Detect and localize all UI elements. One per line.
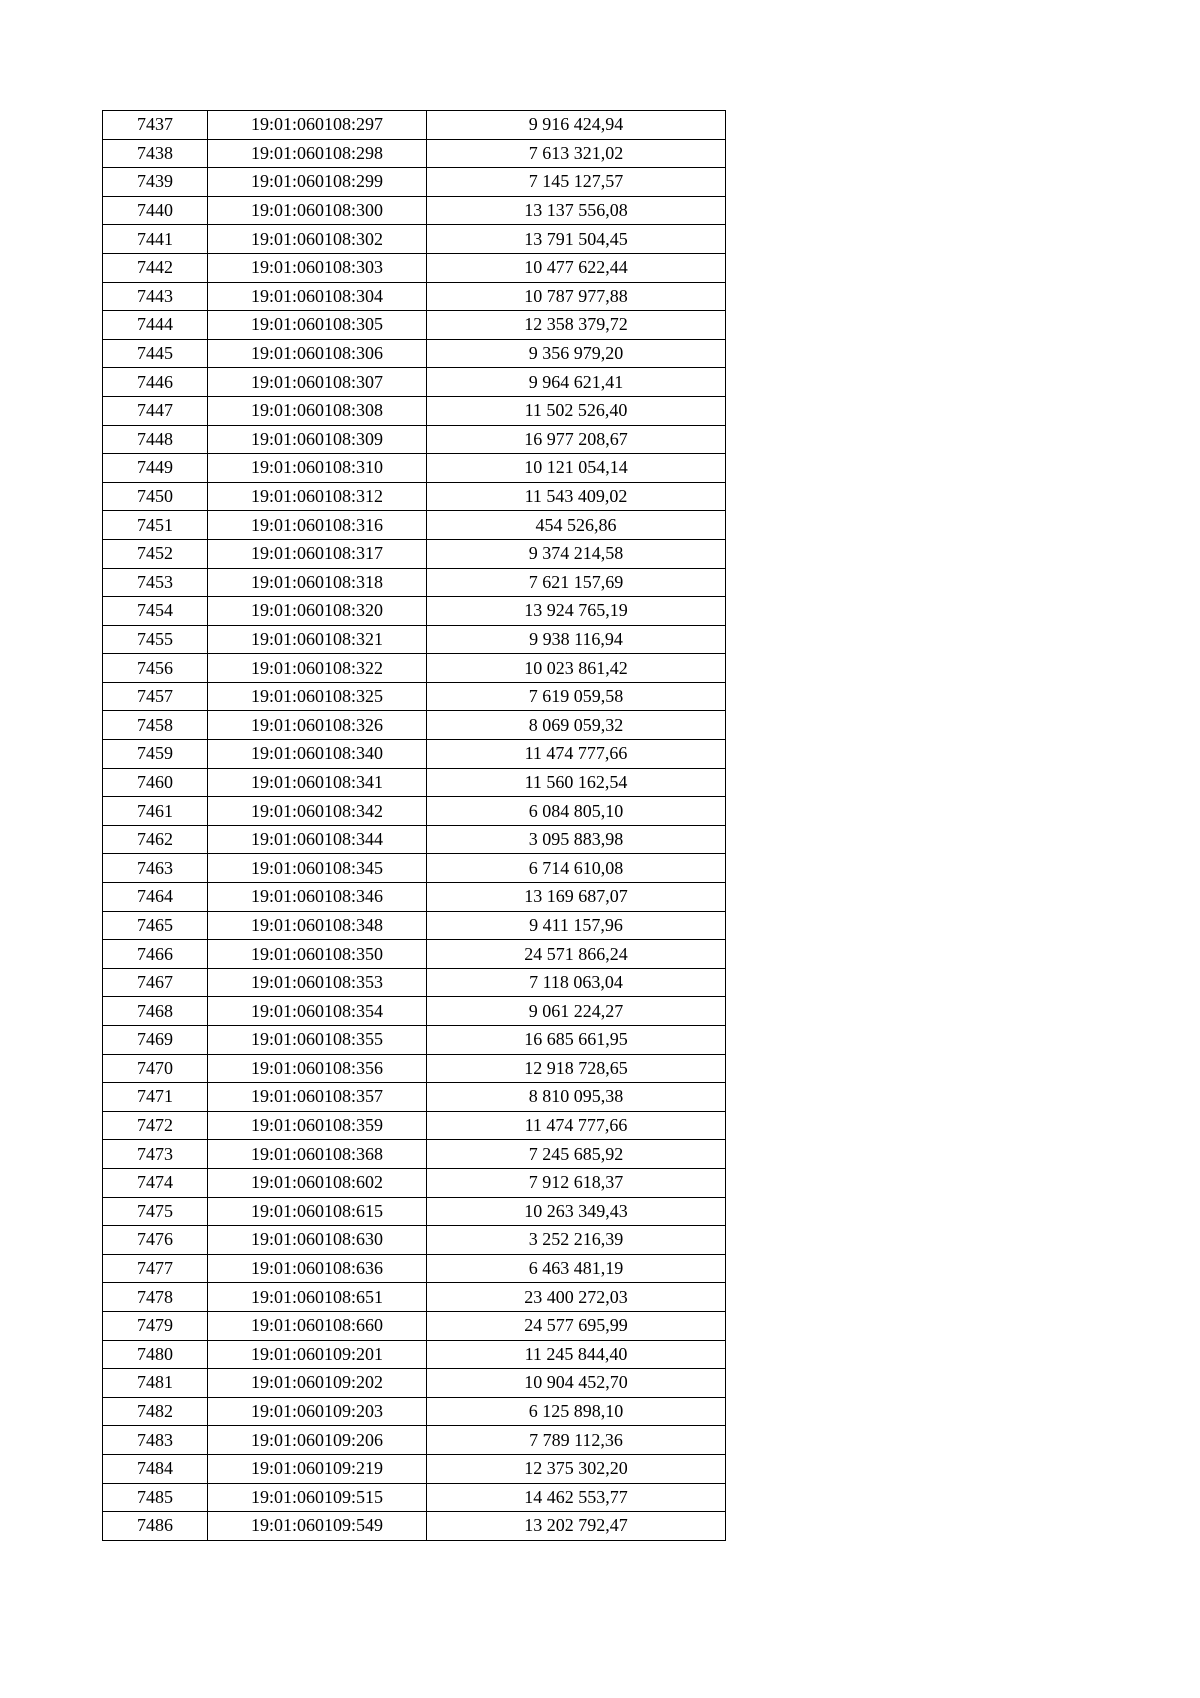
cadastral-number-cell: 19:01:060108:316 [208,511,427,540]
row-number-cell: 7478 [103,1283,208,1312]
row-number-cell: 7465 [103,911,208,940]
value-cell: 6 125 898,10 [427,1397,726,1426]
table-row [103,511,726,540]
row-number-cell: 7484 [103,1454,208,1483]
value-cell: 13 169 687,07 [427,883,726,912]
row-number-cell: 7444 [103,311,208,340]
table-row [103,1283,726,1312]
cadastral-number-cell: 19:01:060109:206 [208,1426,427,1455]
table-row [103,1512,726,1541]
value-cell: 7 613 321,02 [427,139,726,168]
row-number-cell: 7452 [103,539,208,568]
row-number-cell: 7456 [103,654,208,683]
row-number-cell: 7485 [103,1483,208,1512]
table-row [103,997,726,1026]
cadastral-number-cell: 19:01:060108:300 [208,196,427,225]
row-number-cell: 7477 [103,1254,208,1283]
cadastral-number-cell: 19:01:060109:202 [208,1369,427,1398]
value-cell: 13 791 504,45 [427,225,726,254]
cadastral-number-cell: 19:01:060109:201 [208,1340,427,1369]
row-number-cell: 7454 [103,597,208,626]
value-cell: 23 400 272,03 [427,1283,726,1312]
row-number-cell: 7458 [103,711,208,740]
table-row [103,911,726,940]
row-number-cell: 7462 [103,825,208,854]
table-row [103,1426,726,1455]
row-number-cell: 7473 [103,1140,208,1169]
table-row [103,396,726,425]
value-cell: 16 685 661,95 [427,1026,726,1055]
table-row [103,482,726,511]
table-row [103,968,726,997]
table-row [103,768,726,797]
cadastral-number-cell: 19:01:060108:303 [208,253,427,282]
cadastral-number-cell: 19:01:060108:308 [208,396,427,425]
value-cell: 10 904 452,70 [427,1369,726,1398]
table-row [103,1369,726,1398]
cadastral-number-cell: 19:01:060108:302 [208,225,427,254]
cadastral-number-cell: 19:01:060108:321 [208,625,427,654]
value-cell: 11 560 162,54 [427,768,726,797]
row-number-cell: 7437 [103,111,208,140]
cadastral-number-cell: 19:01:060108:317 [208,539,427,568]
table-body [103,111,726,1541]
cadastral-number-cell: 19:01:060108:356 [208,1054,427,1083]
table-row [103,1311,726,1340]
row-number-cell: 7469 [103,1026,208,1055]
row-number-cell: 7459 [103,740,208,769]
table-row [103,1111,726,1140]
value-cell: 10 023 861,42 [427,654,726,683]
cadastral-number-cell: 19:01:060108:341 [208,768,427,797]
row-number-cell: 7447 [103,396,208,425]
value-cell: 10 787 977,88 [427,282,726,311]
table-row [103,311,726,340]
value-cell: 9 356 979,20 [427,339,726,368]
cadastral-number-cell: 19:01:060108:345 [208,854,427,883]
cadastral-number-cell: 19:01:060108:651 [208,1283,427,1312]
table-row [103,253,726,282]
row-number-cell: 7440 [103,196,208,225]
cadastral-number-cell: 19:01:060108:342 [208,797,427,826]
table-row [103,1083,726,1112]
row-number-cell: 7475 [103,1197,208,1226]
row-number-cell: 7467 [103,968,208,997]
table-row [103,1168,726,1197]
row-number-cell: 7448 [103,425,208,454]
cadastral-number-cell: 19:01:060108:326 [208,711,427,740]
cadastral-value-table [102,110,726,1541]
row-number-cell: 7443 [103,282,208,311]
value-cell: 10 477 622,44 [427,253,726,282]
table-row [103,1397,726,1426]
table-row [103,339,726,368]
value-cell: 11 543 409,02 [427,482,726,511]
row-number-cell: 7464 [103,883,208,912]
table-row [103,282,726,311]
table-row [103,682,726,711]
table-row [103,168,726,197]
value-cell: 12 358 379,72 [427,311,726,340]
cadastral-number-cell: 19:01:060108:318 [208,568,427,597]
cadastral-number-cell: 19:01:060108:350 [208,940,427,969]
cadastral-number-cell: 19:01:060108:322 [208,654,427,683]
value-cell: 9 938 116,94 [427,625,726,654]
row-number-cell: 7449 [103,454,208,483]
row-number-cell: 7446 [103,368,208,397]
value-cell: 3 252 216,39 [427,1226,726,1255]
table-row [103,625,726,654]
row-number-cell: 7450 [103,482,208,511]
table-row [103,1483,726,1512]
cadastral-number-cell: 19:01:060109:219 [208,1454,427,1483]
cadastral-number-cell: 19:01:060108:307 [208,368,427,397]
row-number-cell: 7481 [103,1369,208,1398]
value-cell: 11 474 777,66 [427,740,726,769]
value-cell: 8 810 095,38 [427,1083,726,1112]
cadastral-number-cell: 19:01:060108:340 [208,740,427,769]
value-cell: 9 374 214,58 [427,539,726,568]
table-row [103,1197,726,1226]
row-number-cell: 7470 [103,1054,208,1083]
cadastral-number-cell: 19:01:060108:359 [208,1111,427,1140]
table-row [103,139,726,168]
value-cell: 14 462 553,77 [427,1483,726,1512]
table-row [103,740,726,769]
table-row [103,1140,726,1169]
cadastral-number-cell: 19:01:060108:304 [208,282,427,311]
value-cell: 8 069 059,32 [427,711,726,740]
cadastral-number-cell: 19:01:060108:325 [208,682,427,711]
row-number-cell: 7483 [103,1426,208,1455]
cadastral-number-cell: 19:01:060108:297 [208,111,427,140]
value-cell: 9 061 224,27 [427,997,726,1026]
table-row [103,568,726,597]
value-cell: 13 202 792,47 [427,1512,726,1541]
row-number-cell: 7438 [103,139,208,168]
table-row [103,1454,726,1483]
cadastral-number-cell: 19:01:060108:298 [208,139,427,168]
value-cell: 12 918 728,65 [427,1054,726,1083]
cadastral-number-cell: 19:01:060108:306 [208,339,427,368]
cadastral-number-cell: 19:01:060108:312 [208,482,427,511]
cadastral-number-cell: 19:01:060108:346 [208,883,427,912]
row-number-cell: 7455 [103,625,208,654]
row-number-cell: 7480 [103,1340,208,1369]
cadastral-number-cell: 19:01:060108:320 [208,597,427,626]
table-row [103,1226,726,1255]
table-row [103,1026,726,1055]
row-number-cell: 7461 [103,797,208,826]
row-number-cell: 7471 [103,1083,208,1112]
table-row [103,940,726,969]
cadastral-number-cell: 19:01:060109:549 [208,1512,427,1541]
table-row [103,654,726,683]
value-cell: 12 375 302,20 [427,1454,726,1483]
value-cell: 7 619 059,58 [427,682,726,711]
row-number-cell: 7442 [103,253,208,282]
value-cell: 7 789 112,36 [427,1426,726,1455]
cadastral-number-cell: 19:01:060109:515 [208,1483,427,1512]
value-cell: 6 084 805,10 [427,797,726,826]
value-cell: 11 474 777,66 [427,1111,726,1140]
cadastral-number-cell: 19:01:060108:310 [208,454,427,483]
value-cell: 9 411 157,96 [427,911,726,940]
table-row [103,111,726,140]
value-cell: 24 577 695,99 [427,1311,726,1340]
row-number-cell: 7486 [103,1512,208,1541]
value-cell: 11 245 844,40 [427,1340,726,1369]
value-cell: 3 095 883,98 [427,825,726,854]
cadastral-number-cell: 19:01:060108:353 [208,968,427,997]
value-cell: 7 118 063,04 [427,968,726,997]
table-row [103,854,726,883]
cadastral-number-cell: 19:01:060108:354 [208,997,427,1026]
table-row [103,1054,726,1083]
row-number-cell: 7472 [103,1111,208,1140]
value-cell: 7 245 685,92 [427,1140,726,1169]
value-cell: 6 714 610,08 [427,854,726,883]
table-row [103,225,726,254]
cadastral-number-cell: 19:01:060108:602 [208,1168,427,1197]
value-cell: 10 263 349,43 [427,1197,726,1226]
table-row [103,454,726,483]
cadastral-number-cell: 19:01:060108:355 [208,1026,427,1055]
table-row [103,539,726,568]
cadastral-number-cell: 19:01:060108:309 [208,425,427,454]
value-cell: 9 916 424,94 [427,111,726,140]
value-cell: 24 571 866,24 [427,940,726,969]
value-cell: 6 463 481,19 [427,1254,726,1283]
table-row [103,368,726,397]
cadastral-number-cell: 19:01:060108:305 [208,311,427,340]
value-cell: 13 137 556,08 [427,196,726,225]
row-number-cell: 7466 [103,940,208,969]
cadastral-number-cell: 19:01:060108:348 [208,911,427,940]
table-row [103,1254,726,1283]
cadastral-number-cell: 19:01:060108:368 [208,1140,427,1169]
row-number-cell: 7476 [103,1226,208,1255]
row-number-cell: 7445 [103,339,208,368]
row-number-cell: 7451 [103,511,208,540]
value-cell: 454 526,86 [427,511,726,540]
cadastral-number-cell: 19:01:060108:660 [208,1311,427,1340]
cadastral-number-cell: 19:01:060108:357 [208,1083,427,1112]
table-row [103,597,726,626]
cadastral-number-cell: 19:01:060108:299 [208,168,427,197]
value-cell: 10 121 054,14 [427,454,726,483]
row-number-cell: 7453 [103,568,208,597]
cadastral-number-cell: 19:01:060108:630 [208,1226,427,1255]
value-cell: 7 621 157,69 [427,568,726,597]
table-row [103,883,726,912]
row-number-cell: 7441 [103,225,208,254]
row-number-cell: 7482 [103,1397,208,1426]
row-number-cell: 7474 [103,1168,208,1197]
table-row [103,425,726,454]
value-cell: 9 964 621,41 [427,368,726,397]
row-number-cell: 7460 [103,768,208,797]
table-row [103,196,726,225]
cadastral-number-cell: 19:01:060109:203 [208,1397,427,1426]
table-row [103,825,726,854]
cadastral-number-cell: 19:01:060108:344 [208,825,427,854]
table-row [103,797,726,826]
value-cell: 7 145 127,57 [427,168,726,197]
row-number-cell: 7439 [103,168,208,197]
row-number-cell: 7457 [103,682,208,711]
row-number-cell: 7468 [103,997,208,1026]
cadastral-number-cell: 19:01:060108:636 [208,1254,427,1283]
value-cell: 11 502 526,40 [427,396,726,425]
table-row [103,711,726,740]
value-cell: 13 924 765,19 [427,597,726,626]
value-cell: 7 912 618,37 [427,1168,726,1197]
cadastral-number-cell: 19:01:060108:615 [208,1197,427,1226]
value-cell: 16 977 208,67 [427,425,726,454]
table-row [103,1340,726,1369]
row-number-cell: 7463 [103,854,208,883]
row-number-cell: 7479 [103,1311,208,1340]
